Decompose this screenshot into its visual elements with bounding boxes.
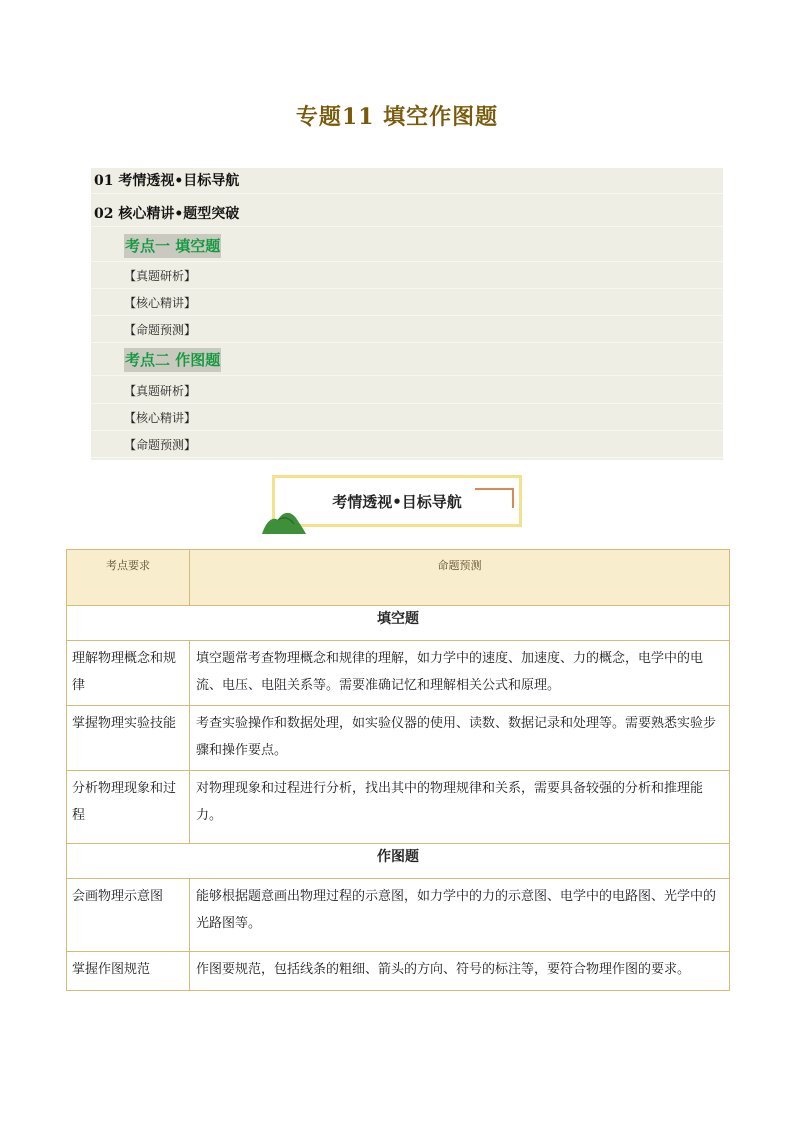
toc-item[interactable]: 【真题研析】	[91, 263, 723, 289]
banner-title: 考情透视•目标导航	[332, 493, 462, 511]
table-row: 分析物理现象和过程 对物理现象和过程进行分析，找出其中的物理规律和关系，需要具备较强的分析和推理能力。	[67, 771, 730, 844]
banner-accent-line	[512, 488, 514, 508]
page-title: 专题11 填空作图题	[295, 104, 499, 130]
column-header: 考点要求	[67, 550, 190, 606]
toc-item[interactable]: 【命题预测】	[91, 317, 723, 343]
table-row: 掌握物理实验技能 考查实验操作和数据处理，如实验仪器的使用、读数、数据记录和处理等。需要熟悉实验步骤和操作要点。	[67, 706, 730, 771]
toc-item[interactable]: 02 核心精讲•题型突破	[91, 201, 723, 227]
banner-accent-line	[475, 488, 513, 490]
toc-item[interactable]: 考点一 填空题	[91, 232, 723, 262]
table-header-row	[67, 550, 730, 606]
column-header: 命题预测	[190, 550, 730, 606]
table-of-contents	[91, 168, 723, 460]
section-banner	[272, 475, 522, 527]
section-row	[67, 606, 730, 641]
section-row	[67, 844, 730, 879]
table-row: 掌握作图规范 作图要规范，包括线条的粗细、箭头的方向、符号的标注等，要符合物理作图的要求。	[67, 952, 730, 991]
section-title: 填空题	[67, 606, 730, 641]
toc-item[interactable]: 01 考情透视•目标导航	[91, 168, 723, 194]
table-row: 会画物理示意图 能够根据题意画出物理过程的示意图，如力学中的力的示意图、电学中的电路图、光学中的光路图等。	[67, 879, 730, 952]
toc-item[interactable]: 【核心精讲】	[91, 290, 723, 316]
requirements-table	[66, 549, 730, 991]
section-title: 作图题	[67, 844, 730, 879]
toc-item[interactable]: 考点二 作图题	[91, 346, 723, 376]
table-row: 理解物理概念和规律 填空题常考查物理概念和规律的理解，如力学中的速度、加速度、力的概念，电学中的电流、电压、电阻关系等。需要准确记忆和理解相关公式和原理。	[67, 641, 730, 706]
toc-item[interactable]: 【命题预测】	[91, 432, 723, 458]
hill-icon	[262, 510, 306, 534]
toc-item[interactable]: 【真题研析】	[91, 378, 723, 404]
toc-item[interactable]: 【核心精讲】	[91, 405, 723, 431]
